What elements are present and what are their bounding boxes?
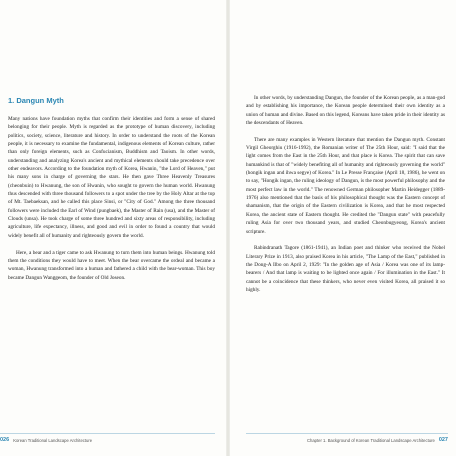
left-paragraph-1: Many nations have foundation myths that confirm their identities and form a sense of shared belonging for their people. Myth is regarded as the prototype of human discovery, including politics, society, science, literature and history. In order to understand the roots of the Korean people, it is necessary to examine the fundamental, indigenous elements of Korean culture, rather than only foreign elements, such as Confucianism, Buddhism and Taoism. In other words, understanding and analyzing Korea's ancient and mythical elements should take precedence over other endeavors. According to the foundation myth of Korea, Hwanin, "the Lord of Heaven," put his many sons in charge of governing the stars. He then gave Three Heavenly Treasures (cheonbuin) to Hwanung, the son of Hwanin, who sought to govern the human world. Hwanung thus descended with three thousand followers to a spot under the tree by the Holy Altar at the top of Mt. Taebaeksan, and he called this place Sinsi, or "City of God." Among the three thousand followers were included the Earl of Wind (pungbaek), the Master of Rain (usa), and the Master of Clouds (unsa). He took charge of some three hundred and sixty areas of responsibility, including agriculture, life expectancy, illness, and good and evil in order to found a country that would widely benefit all of humanity and righteously govern the world. (8, 116, 215, 239)
right-footer-title: Chapter 1. Background of Korean Traditional Landscape Architecture (307, 437, 435, 443)
right-page (228, 0, 456, 456)
left-body-text (8, 115, 215, 282)
right-paragraph-2: There are many examples in Western literature that mention the Dangun myth. Constant Virgil Gheorghiu (1916-1992), the Romanian writer of The 25th Hour, said: "I said that the light comes from the East in the 25th Hour, and that place is Korea. The spirit that can save humankind is that of "widely benefiting all of humanity and righteously governing the world" (hongik ingan and ihwa segye) of Korea." In Le Presse Française (April 18, 1986), he went on to say, "Hongik ingan, the ruling ideology of Dangun, is the most powerful philosophy and the most perfect law in the world." The renowned German philosopher Martin Heidegger (1889-1976) also mentioned that the basis of his philosophical thought was the Eastern concept of shamanism, that the origin of the Eastern civilization is Korea, and that he most respected Korea, the ancient state of Eastern thought. He credited the "Dangun state" with peacefully ruling Asia for over two thousand years, and studied Cheonbugyeong, Korea's ancient scripture. (246, 136, 445, 235)
right-body-text (246, 94, 445, 294)
right-footer-rule (246, 433, 448, 434)
right-page-number: 027 (438, 437, 448, 443)
left-footer-rule (0, 433, 215, 434)
left-footer (0, 437, 92, 443)
left-footer-title: Korean Traditional Landscape Architecture (13, 437, 93, 443)
left-paragraph-2: Here, a bear and a tiger came to ask Hwanung to turn them into human beings. Hwanung told them the conditions they would have to meet. When the bear overcame the ordeal and became a woman, Hwanung transformed into a human and fathered a child with the bear-woman. This boy became Dangun Wanggeom, the founder of Old Joseon. (8, 249, 215, 281)
right-paragraph-3: Rabindranath Tagore (1861-1941), an Indian poet and thinker who received the Nobel Literary Prize in 1913, also praised Korea in his article, "The Lamp of the East," published in the Dong-A Ilbo on April 2, 1929: "In the golden age of Asia / Korea was one of its lamp-bearers / And that lamp is waiting to be lighted once again / For illumination in the East." It cannot be a coincidence that these thinkers, who never even visited Korea, all praised it so highly. (246, 245, 445, 293)
right-paragraph-1: In other words, by understanding Dangun, the founder of the Korean people, as a man-god and by establishing his importance, the Korean people determined their own identity as a union of human and divine. Based on this legend, Koreans have taken pride in their identity as the descendants of Heaven. (246, 95, 445, 127)
right-footer (307, 437, 448, 443)
left-page-number: 026 (0, 437, 10, 443)
section-heading: 1. Dangun Myth (8, 96, 64, 105)
